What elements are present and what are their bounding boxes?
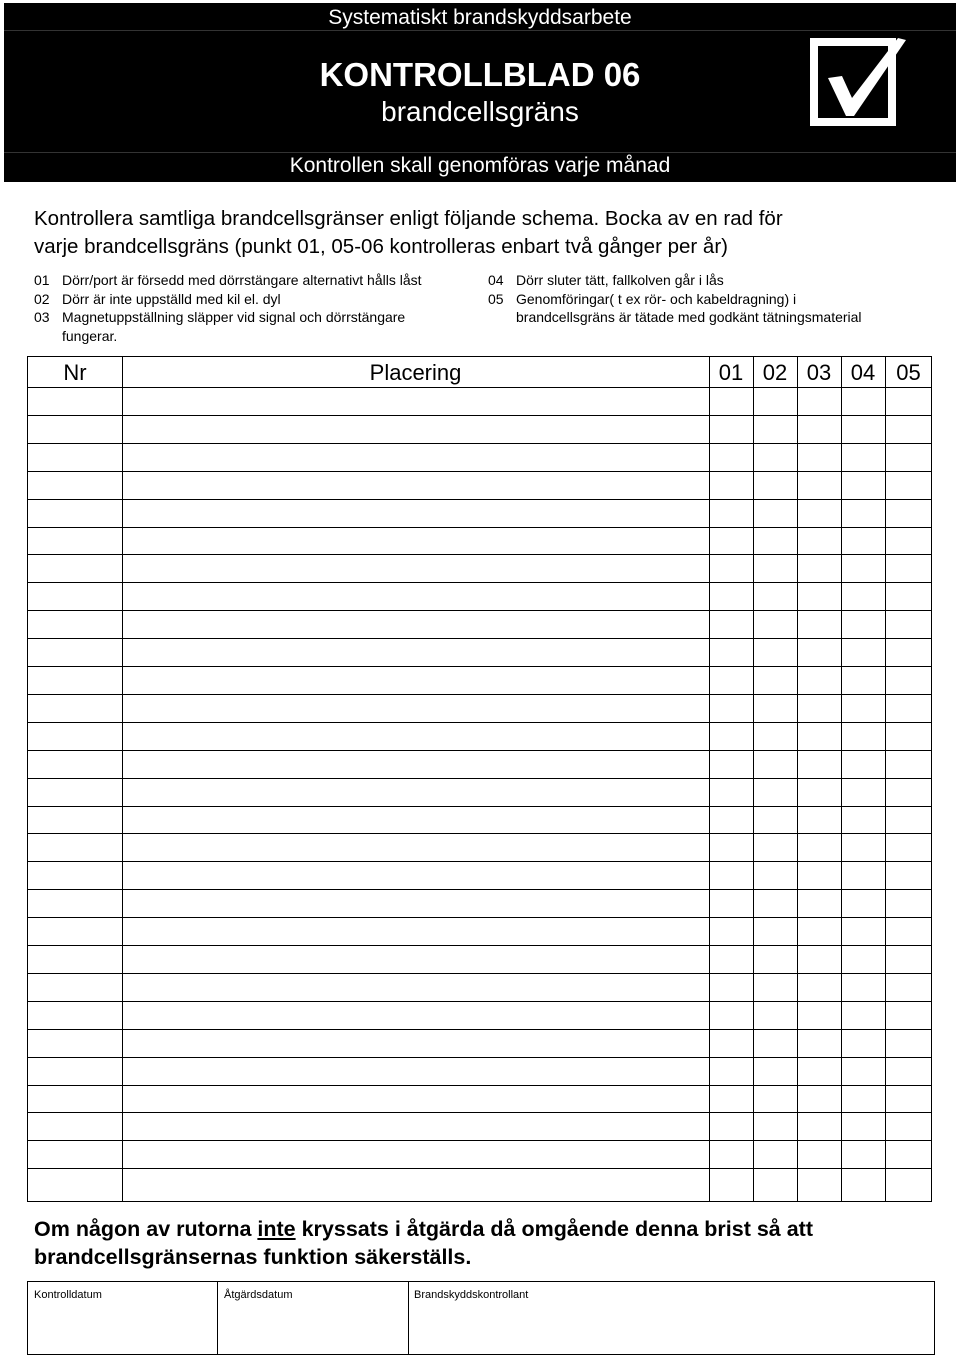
warning-line: brandcellsgränsernas funktion säkerställs.: [34, 1245, 472, 1269]
table-row-divider: [28, 582, 931, 583]
criterion-02: [34, 290, 484, 309]
inspection-table: [27, 356, 932, 1202]
warning-emphasis: inte: [257, 1217, 296, 1241]
table-column-divider: [753, 357, 754, 1201]
criterion-number: 03: [34, 309, 50, 325]
table-row-divider: [28, 833, 931, 834]
criterion-number: 05: [488, 290, 504, 307]
header-divider: [4, 152, 956, 153]
criterion-text: Dörr/port är försedd med dörrstängare alternativt hålls låst: [62, 272, 422, 288]
table-column-divider: [122, 357, 123, 1201]
criteria-list-left: [34, 271, 484, 345]
header-top-text: Systematiskt brandskyddsarbete: [328, 6, 632, 29]
column-header-02: 02: [762, 360, 788, 385]
table-row-divider: [28, 1029, 931, 1030]
criterion-number: 04: [488, 272, 504, 288]
table-row-divider: [28, 694, 931, 695]
instructions-line: varje brandcellsgräns (punkt 01, 05-06 kontrolleras enbart två gånger per år): [34, 235, 728, 258]
criterion-01: [34, 271, 484, 290]
signature-divider: [408, 1282, 409, 1354]
signature-box: [27, 1281, 935, 1355]
field-atgardsdatum[interactable]: Åtgärdsdatum: [224, 1289, 293, 1301]
table-row-divider: [28, 638, 931, 639]
table-column-divider: [797, 357, 798, 1201]
header-divider: [4, 30, 956, 31]
table-column-divider: [841, 357, 842, 1201]
column-header-04: 04: [850, 360, 876, 385]
table-row-divider: [28, 554, 931, 555]
criterion-03: [34, 308, 484, 327]
column-header-placering: Placering: [369, 360, 462, 385]
instructions: [34, 205, 934, 261]
page-subtitle: brandcellsgräns: [381, 96, 579, 127]
table-row-divider: [28, 722, 931, 723]
column-header-05: 05: [896, 360, 921, 385]
table-row-divider: [28, 861, 931, 862]
criterion-number: 01: [34, 272, 50, 288]
criterion-text: fungerar.: [62, 327, 118, 344]
criterion-04: [488, 271, 938, 290]
table-row-divider: [28, 1001, 931, 1002]
criteria-list-right: [488, 271, 938, 327]
table-column-divider: [885, 357, 886, 1201]
table-row-divider: [28, 945, 931, 946]
column-header-01: 01: [718, 360, 744, 385]
table-row-divider: [28, 806, 931, 807]
table-row-divider: [28, 1085, 931, 1086]
criterion-text: Dörr är inte uppställd med kil el. dyl: [62, 290, 281, 307]
table-column-divider: [709, 357, 710, 1201]
signature-divider: [217, 1282, 218, 1354]
column-header-03: 03: [806, 360, 832, 385]
page-title: KONTROLLBLAD 06: [319, 56, 641, 93]
table-row-divider: [28, 471, 931, 472]
checkbox-checked-icon: [806, 34, 914, 130]
criterion-text: Genomföringar( t ex rör- och kabeldragning) i: [516, 290, 797, 307]
table-row-divider: [28, 1057, 931, 1058]
table-row-divider: [28, 1140, 931, 1141]
table-row-divider: [28, 443, 931, 444]
criterion-number: 02: [34, 290, 50, 307]
table-row-divider: [28, 415, 931, 416]
criterion-05: [488, 290, 938, 309]
criterion-text: Dörr sluter tätt, fallkolven går i lås: [516, 272, 724, 288]
table-row-divider: [28, 750, 931, 751]
table-row-divider: [28, 889, 931, 890]
criterion-05-continued: [488, 308, 938, 327]
warning-text-part: Om någon av rutorna: [34, 1217, 258, 1241]
warning-text: [34, 1215, 934, 1271]
header-frequency-text: Kontrollen skall genomföras varje månad: [289, 154, 671, 177]
criterion-text: brandcellsgräns är tätade med godkänt tätningsmaterial: [516, 309, 862, 325]
table-row-divider: [28, 666, 931, 667]
table-row-divider: [28, 1168, 931, 1169]
warning-text-part: kryssats i åtgärda då omgående denna brist så att: [295, 1217, 814, 1241]
field-brandskyddskontrollant[interactable]: Brandskyddskontrollant: [414, 1289, 529, 1301]
table-row-divider: [28, 1112, 931, 1113]
table-row-divider: [28, 499, 931, 500]
table-row-divider: [28, 527, 931, 528]
instructions-line: Kontrollera samtliga brandcellsgränser enligt följande schema. Bocka av en rad för: [34, 207, 783, 230]
column-header-nr: Nr: [63, 360, 87, 385]
criterion-text: Magnetuppställning släpper vid signal och dörrstängare: [62, 309, 406, 325]
criterion-03-continued: [34, 327, 484, 346]
table-row-divider: [28, 610, 931, 611]
table-row-divider: [28, 778, 931, 779]
table-row-divider: [28, 917, 931, 918]
table-row-divider: [28, 973, 931, 974]
field-kontrolldatum[interactable]: Kontrolldatum: [34, 1289, 102, 1301]
table-row-divider: [28, 387, 931, 388]
